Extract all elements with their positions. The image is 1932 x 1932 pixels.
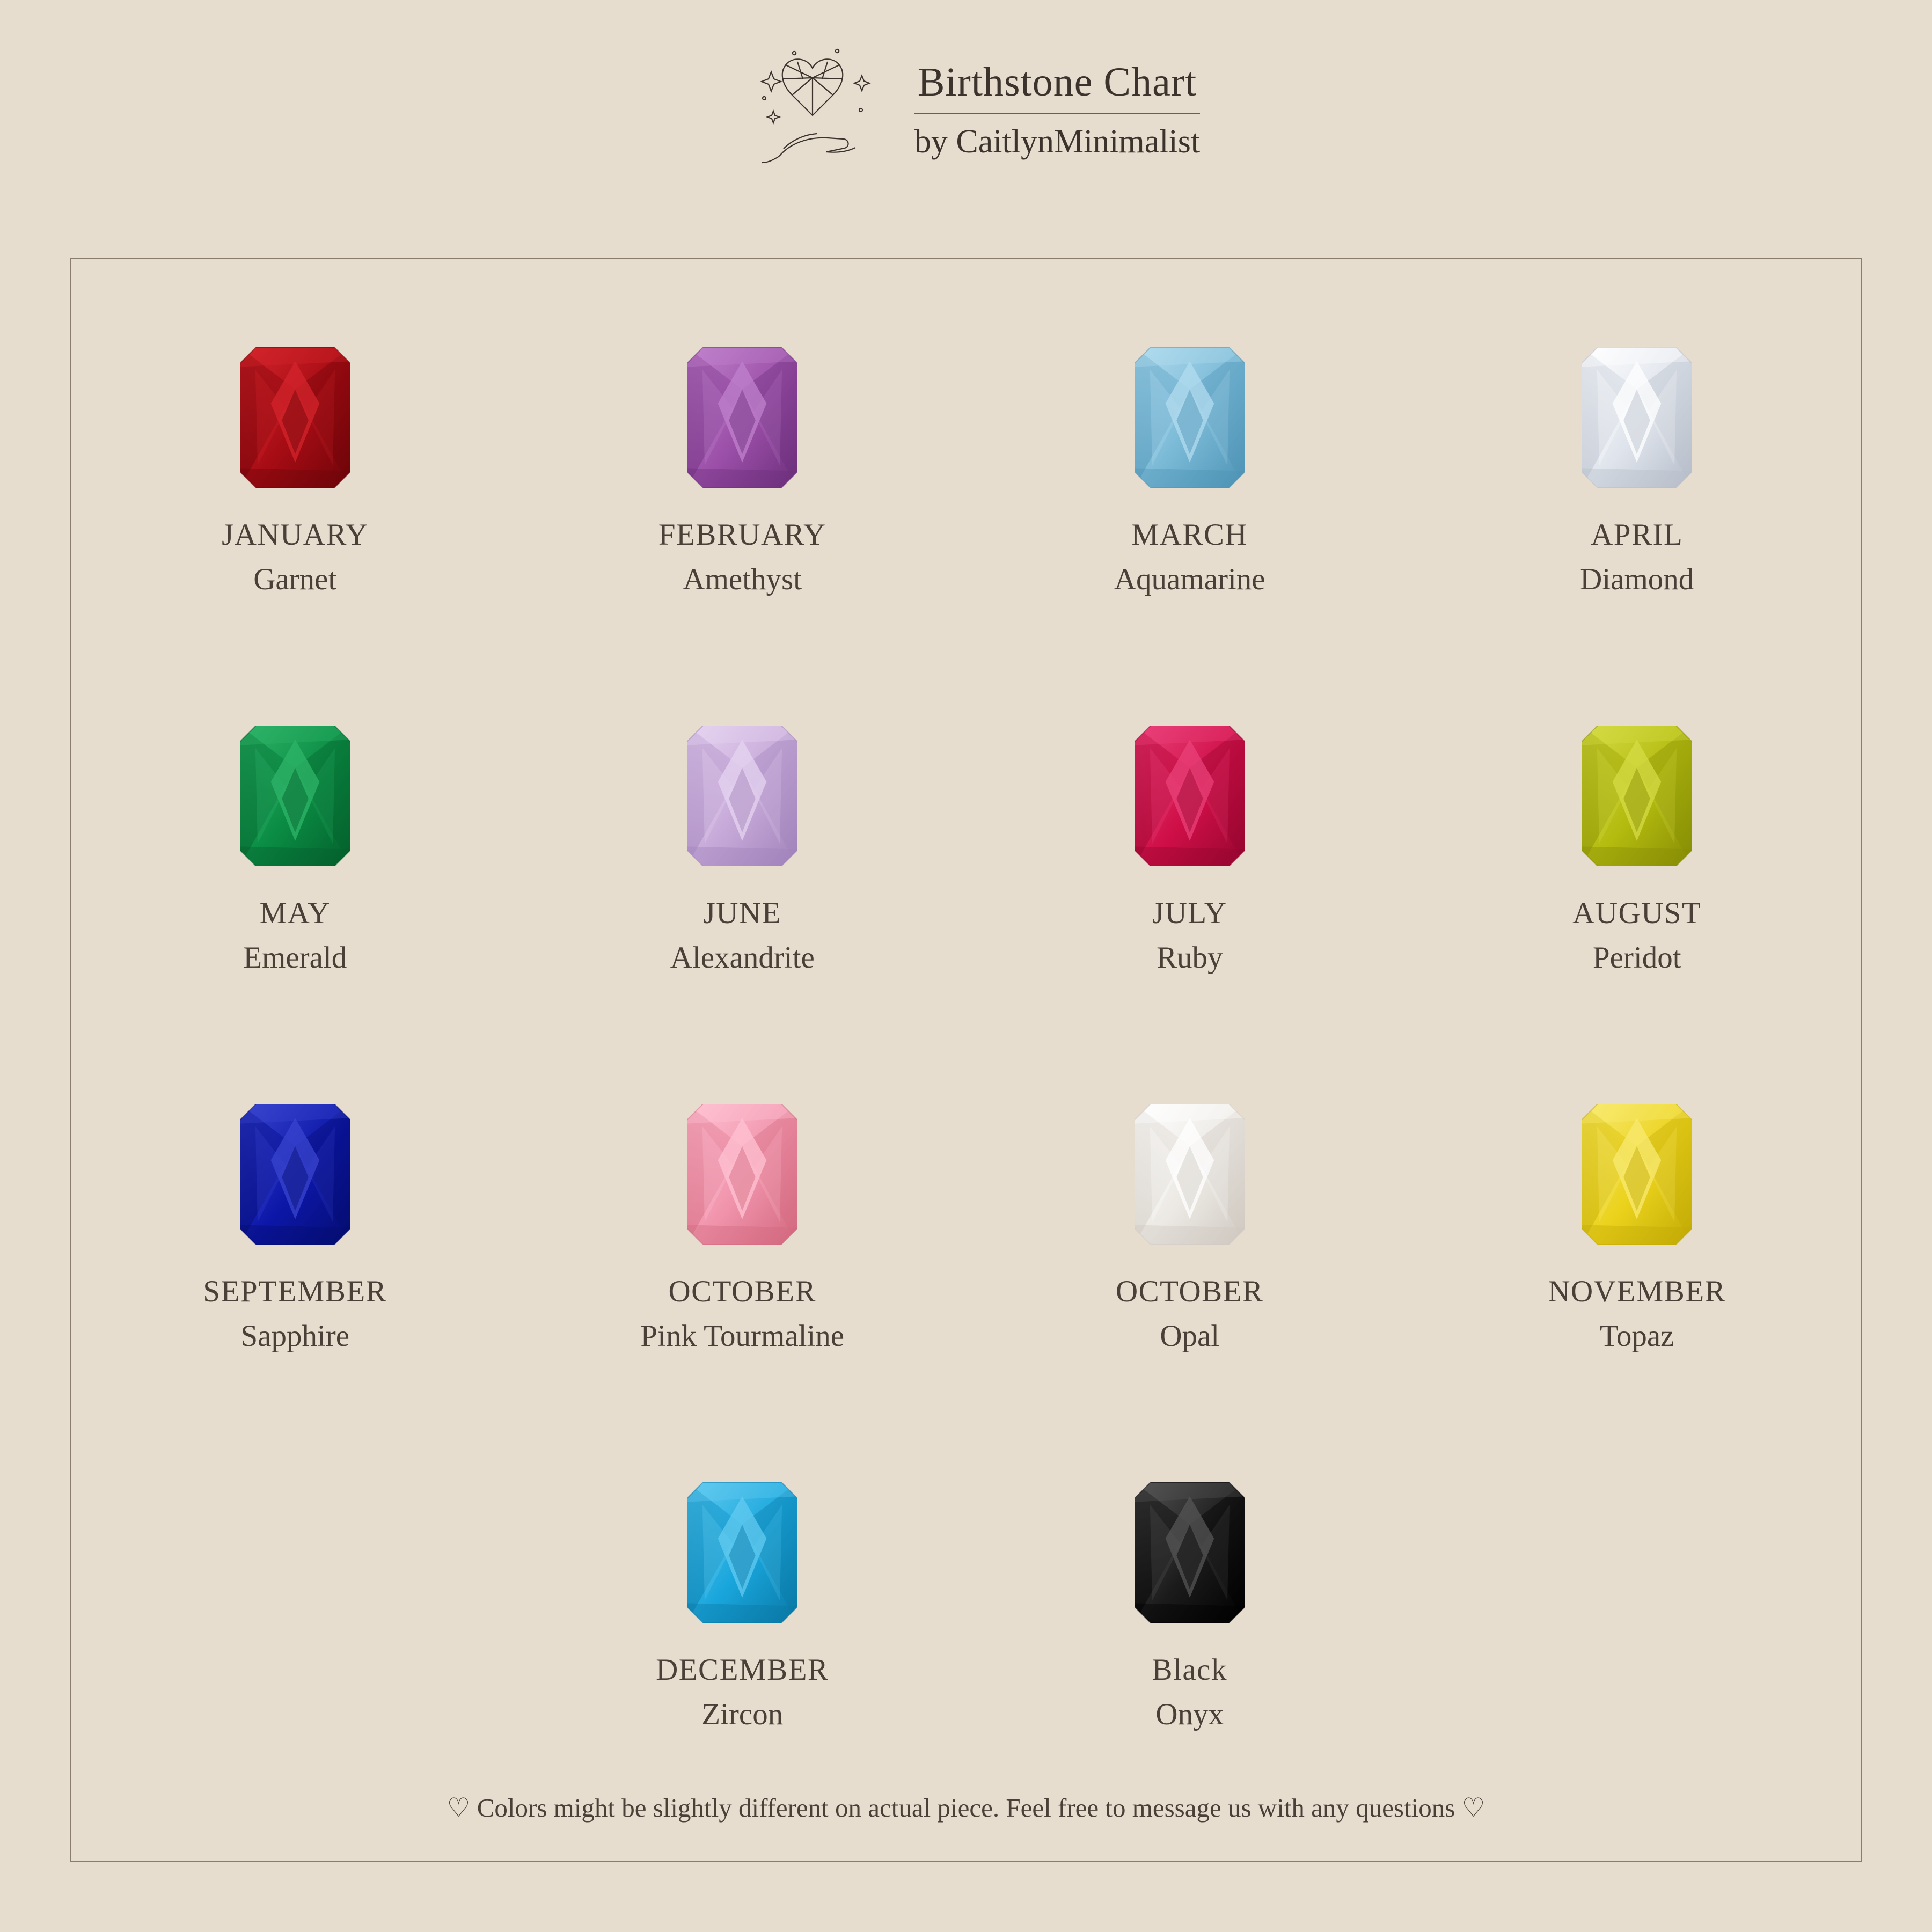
month-label: OCTOBER <box>668 1275 816 1308</box>
gem-1 <box>687 347 797 488</box>
stone-label: Sapphire <box>240 1319 350 1353</box>
birthstone-cell-zircon[interactable] <box>519 1426 967 1805</box>
birthstone-cell-topaz[interactable] <box>1414 1048 1861 1426</box>
birthstone-cell-onyx[interactable] <box>966 1426 1414 1805</box>
birthstone-cell-garnet[interactable] <box>71 291 519 670</box>
birthstone-labels <box>656 1651 829 1735</box>
gem-6 <box>1135 726 1245 866</box>
chart-panel <box>70 258 1862 1862</box>
birthstone-cell-emerald[interactable] <box>71 670 519 1048</box>
gem-3 <box>1582 347 1692 488</box>
gem-4 <box>240 726 350 866</box>
gem-11 <box>1582 1104 1692 1245</box>
birthstone-labels <box>1152 894 1227 978</box>
birthstone-cell-diamond[interactable] <box>1414 291 1861 670</box>
title-divider <box>914 113 1200 114</box>
month-label: SEPTEMBER <box>203 1275 387 1308</box>
gem-2 <box>1135 347 1245 488</box>
birthstone-cell-opal[interactable] <box>966 1048 1414 1426</box>
birthstone-cell-amethyst[interactable] <box>519 291 967 670</box>
gem-10 <box>1135 1104 1245 1245</box>
stone-label: Alexandrite <box>670 940 815 975</box>
gem-0 <box>240 347 350 488</box>
stone-label: Zircon <box>701 1697 784 1731</box>
birthstone-cell-aquamarine[interactable] <box>966 291 1414 670</box>
stone-label: Opal <box>1160 1319 1220 1353</box>
stone-label: Pink Tourmaline <box>640 1319 845 1353</box>
gem-wrapper <box>1135 1102 1245 1247</box>
gem-wrapper <box>687 723 797 868</box>
birthstone-labels <box>203 1272 387 1356</box>
brand-subtitle: by CaitlynMinimalist <box>914 123 1201 160</box>
gem-wrapper <box>1135 1480 1245 1625</box>
month-label: MAY <box>259 896 331 930</box>
stone-label: Onyx <box>1155 1697 1224 1731</box>
month-label: FEBRUARY <box>658 518 826 552</box>
month-label: APRIL <box>1591 518 1684 552</box>
gem-wrapper <box>687 1102 797 1247</box>
stone-label: Peridot <box>1592 940 1681 975</box>
page-title: Birthstone Chart <box>917 59 1197 105</box>
gem-wrapper <box>1582 345 1692 490</box>
stone-label: Aquamarine <box>1114 562 1265 596</box>
stone-label: Topaz <box>1600 1319 1674 1353</box>
gem-12 <box>687 1482 797 1623</box>
birthstone-labels <box>1114 516 1265 599</box>
gem-wrapper <box>240 723 350 868</box>
gem-wrapper <box>1135 345 1245 490</box>
birthstone-labels <box>243 894 347 978</box>
month-label: JANUARY <box>222 518 369 552</box>
stone-label: Garnet <box>253 562 337 596</box>
stone-label: Amethyst <box>683 562 802 596</box>
chart-header <box>0 0 1932 182</box>
stone-label: Ruby <box>1156 940 1223 975</box>
month-label: OCTOBER <box>1116 1275 1264 1308</box>
gem-wrapper <box>1582 1102 1692 1247</box>
month-label: AUGUST <box>1572 896 1702 930</box>
month-label: MARCH <box>1131 518 1248 552</box>
birthstone-cell-pink-tourmaline[interactable] <box>519 1048 967 1426</box>
brand-block <box>914 59 1200 162</box>
birthstone-labels <box>1572 894 1701 978</box>
stone-label: Emerald <box>243 940 347 975</box>
birthstone-labels <box>658 516 826 599</box>
birthstone-labels <box>222 516 368 599</box>
birthstone-labels <box>1116 1272 1264 1356</box>
birthstone-cell-ruby[interactable] <box>966 670 1414 1048</box>
gem-wrapper <box>1582 723 1692 868</box>
gem-wrapper <box>240 1102 350 1247</box>
month-label: Black <box>1152 1653 1227 1687</box>
month-label: DECEMBER <box>656 1653 829 1687</box>
birthstone-labels <box>1152 1651 1227 1735</box>
gem-9 <box>687 1104 797 1245</box>
gem-wrapper <box>240 345 350 490</box>
birthstone-labels <box>670 894 815 978</box>
birthstone-cell-peridot[interactable] <box>1414 670 1861 1048</box>
month-label: JUNE <box>703 896 781 930</box>
heart-gem-in-hand-icon <box>732 30 893 191</box>
gem-wrapper <box>687 345 797 490</box>
gem-5 <box>687 726 797 866</box>
month-label: JULY <box>1152 896 1227 930</box>
birthstone-grid <box>71 291 1861 1805</box>
month-label: NOVEMBER <box>1548 1275 1726 1308</box>
footer-note: ♡ Colors might be slightly different on actual piece. Feel free to message us with any questions ♡ <box>447 1793 1485 1823</box>
birthstone-labels <box>1580 516 1694 599</box>
birthstone-labels <box>640 1272 844 1356</box>
gem-13 <box>1135 1482 1245 1623</box>
stone-label: Diamond <box>1580 562 1694 596</box>
gem-8 <box>240 1104 350 1245</box>
gem-wrapper <box>1135 723 1245 868</box>
gem-7 <box>1582 726 1692 866</box>
birthstone-labels <box>1548 1272 1726 1356</box>
birthstone-cell-alexandrite[interactable] <box>519 670 967 1048</box>
birthstone-cell-sapphire[interactable] <box>71 1048 519 1426</box>
gem-wrapper <box>687 1480 797 1625</box>
